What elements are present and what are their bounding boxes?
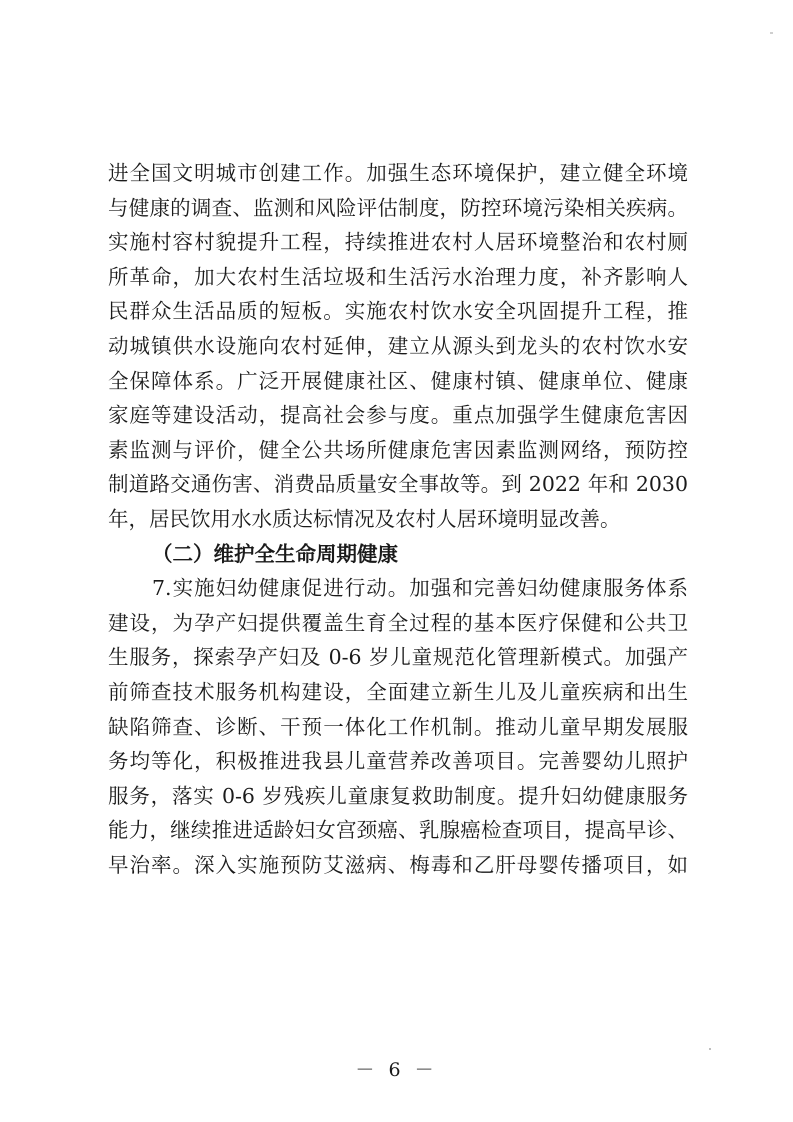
scan-mark <box>770 32 773 34</box>
text-line: 建设，为孕产妇提供覆盖生育全过程的基本医疗保健和公共卫 <box>108 610 688 635</box>
text-line: 制道路交通伤害、消费品质量安全事故等。到 2022 年和 2030 <box>108 472 688 497</box>
text-line: 进全国文明城市创建工作。加强生态环境保护，建立健全环境 <box>108 161 688 185</box>
section-heading: （二）维护全生命周期健康 <box>152 541 398 566</box>
page-number: － 6 － <box>355 1059 438 1081</box>
text-line: 家庭等建设活动，提高社会参与度。重点加强学生健康危害因 <box>108 403 688 428</box>
text-line: 动城镇供水设施向农村延伸，建立从源头到龙头的农村饮水安 <box>108 333 688 358</box>
text-line: 务均等化，积极推进我县儿童营养改善项目。完善婴幼儿照护 <box>108 749 688 774</box>
text-line: 所革命，加大农村生活垃圾和生活污水治理力度，补齐影响人 <box>108 264 688 289</box>
text-line: 服务，落实 0-6 岁残疾儿童康复救助制度。提升妇幼健康服务 <box>108 783 688 808</box>
text-line: 前筛查技术服务机构建设，全面建立新生儿及儿童疾病和出生 <box>108 679 688 704</box>
body-text <box>108 156 688 882</box>
text-line: 素监测与评价，健全公共场所健康危害因素监测网络，预防控 <box>108 437 688 462</box>
text-line: 年，居民饮用水水质达标情况及农村人居环境明显改善。 <box>108 506 621 531</box>
text-line: 全保障体系。广泛开展健康社区、健康村镇、健康单位、健康 <box>108 368 688 393</box>
text-line: 早治率。深入实施预防艾滋病、梅毒和乙肝母婴传播项目，如 <box>108 852 688 877</box>
text-line: 民群众生活品质的短板。实施农村饮水安全巩固提升工程，推 <box>108 299 688 324</box>
scan-mark <box>709 1048 711 1050</box>
text-line: 缺陷筛查、诊断、干预一体化工作机制。推动儿童早期发展服 <box>108 714 688 739</box>
text-line: 与健康的调查、监测和风险评估制度，防控环境污染相关疾病。 <box>108 195 688 220</box>
text-line: 7.实施妇幼健康促进行动。加强和完善妇幼健康服务体系 <box>152 576 688 601</box>
text-line: 生服务，探索孕产妇及 0-6 岁儿童规范化管理新模式。加强产 <box>108 645 688 670</box>
text-line: 实施村容村貌提升工程，持续推进农村人居环境整治和农村厕 <box>108 230 688 255</box>
text-line: 能力，继续推进适龄妇女宫颈癌、乳腺癌检查项目，提高早诊、 <box>108 818 688 843</box>
